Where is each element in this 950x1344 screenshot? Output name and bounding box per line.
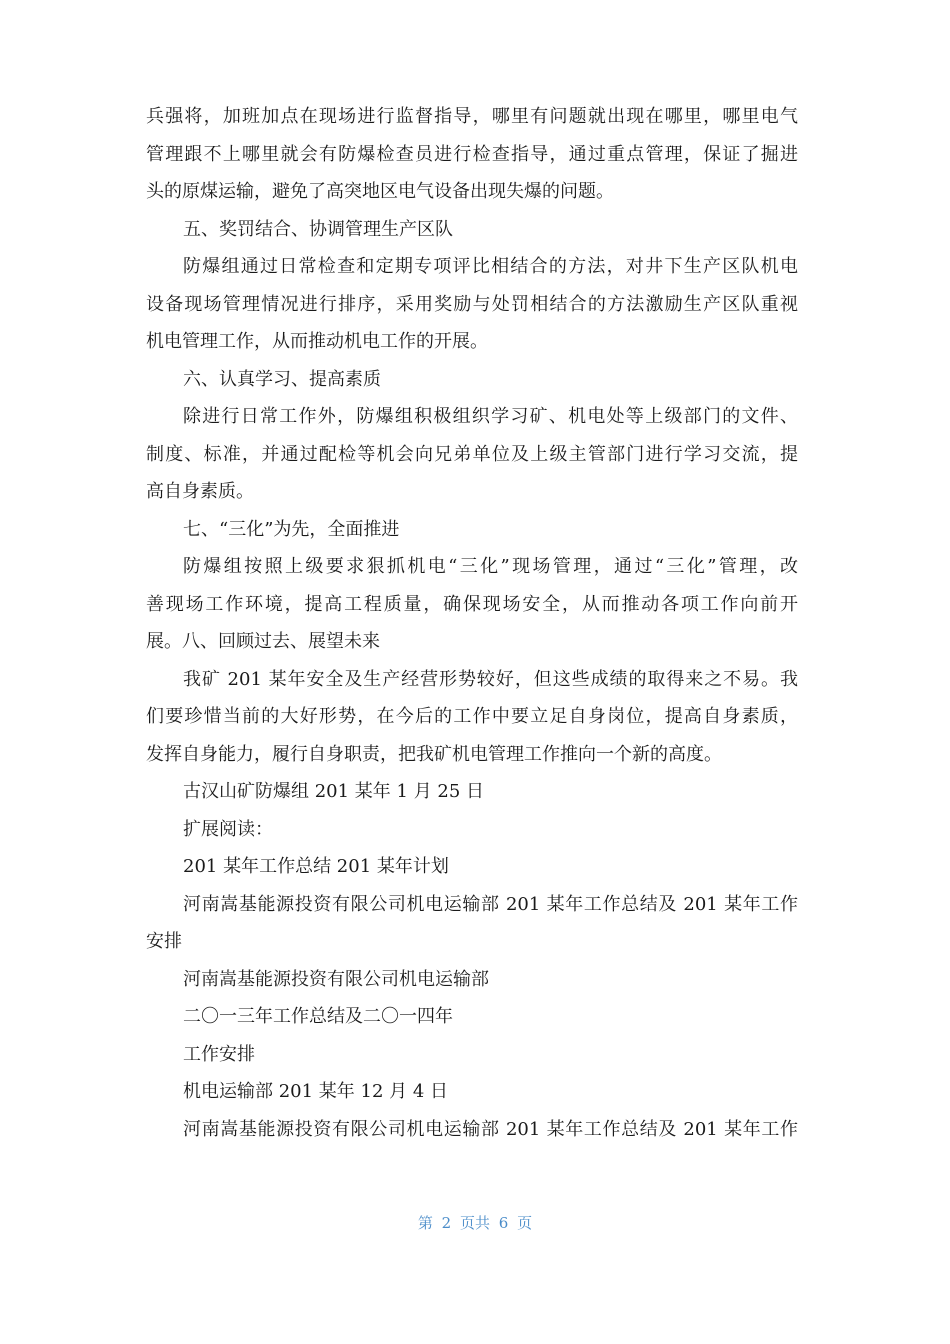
- text-line: 防爆组按照上级要求狠抓机电“三化”现场管理，通过“三化”管理，改: [183, 556, 798, 577]
- text-line: 工作安排: [183, 1043, 255, 1065]
- text-line: 安排: [146, 931, 182, 952]
- text-line: 管理跟不上哪里就会有防爆检查员进行检查指导，通过重点管理，保证了掘进: [146, 143, 798, 165]
- text-line: 五、奖罚结合、协调管理生产区队: [183, 218, 453, 240]
- text-line: 河南嵩基能源投资有限公司机电运输部 201 某年工作总结及 201 某年工作: [183, 1118, 798, 1140]
- document-body: [146, 98, 798, 1148]
- text-line: 河南嵩基能源投资有限公司机电运输部 201 某年工作总结及 201 某年工作: [183, 893, 798, 915]
- text-line: 除进行日常工作外，防爆组积极组织学习矿、机电处等上级部门的文件、: [183, 406, 798, 427]
- text-line: 展。八、回顾过去、展望未来: [146, 631, 380, 652]
- text-line: 扩展阅读：: [183, 818, 273, 840]
- text-line: 善现场工作环境，提高工程质量，确保现场安全，从而推动各项工作向前开: [146, 593, 798, 615]
- text-line: 头的原煤运输，避免了高突地区电气设备出现失爆的问题。: [146, 181, 614, 202]
- text-line: 六、认真学习、提高素质: [183, 368, 381, 390]
- text-line: 防爆组通过日常检查和定期专项评比相结合的方法，对井下生产区队机电: [183, 256, 798, 277]
- text-line: 河南嵩基能源投资有限公司机电运输部: [183, 968, 489, 990]
- text-line: 我矿 201 某年安全及生产经营形势较好，但这些成绩的取得来之不易。我: [183, 668, 798, 690]
- text-line: 古汉山矿防爆组 201 某年 1 月 25 日: [183, 781, 485, 802]
- text-line: 设备现场管理情况进行排序，采用奖励与处罚相结合的方法激励生产区队重视: [146, 293, 798, 315]
- text-line: 发挥自身能力，履行自身职责，把我矿机电管理工作推向一个新的高度。: [146, 743, 722, 765]
- page-number: 第 2 页共 6 页: [417, 1214, 533, 1232]
- text-line: 201 某年工作总结 201 某年计划: [183, 856, 449, 877]
- text-line: 高自身素质。: [146, 481, 254, 502]
- text-line: 机电管理工作，从而推动机电工作的开展。: [146, 331, 488, 352]
- text-line: 们要珍惜当前的大好形势，在今后的工作中要立足自身岗位，提高自身素质，: [146, 706, 798, 727]
- text-line: 二〇一三年工作总结及二〇一四年: [183, 1006, 453, 1027]
- text-line: 七、“三化”为先，全面推进: [183, 518, 400, 540]
- text-line: 兵强将，加班加点在现场进行监督指导，哪里有问题就出现在哪里，哪里电气: [146, 106, 798, 127]
- text-line: 制度、标准，并通过配检等机会向兄弟单位及上级主管部门进行学习交流，提: [146, 443, 798, 465]
- text-line: 机电运输部 201 某年 12 月 4 日: [183, 1081, 449, 1102]
